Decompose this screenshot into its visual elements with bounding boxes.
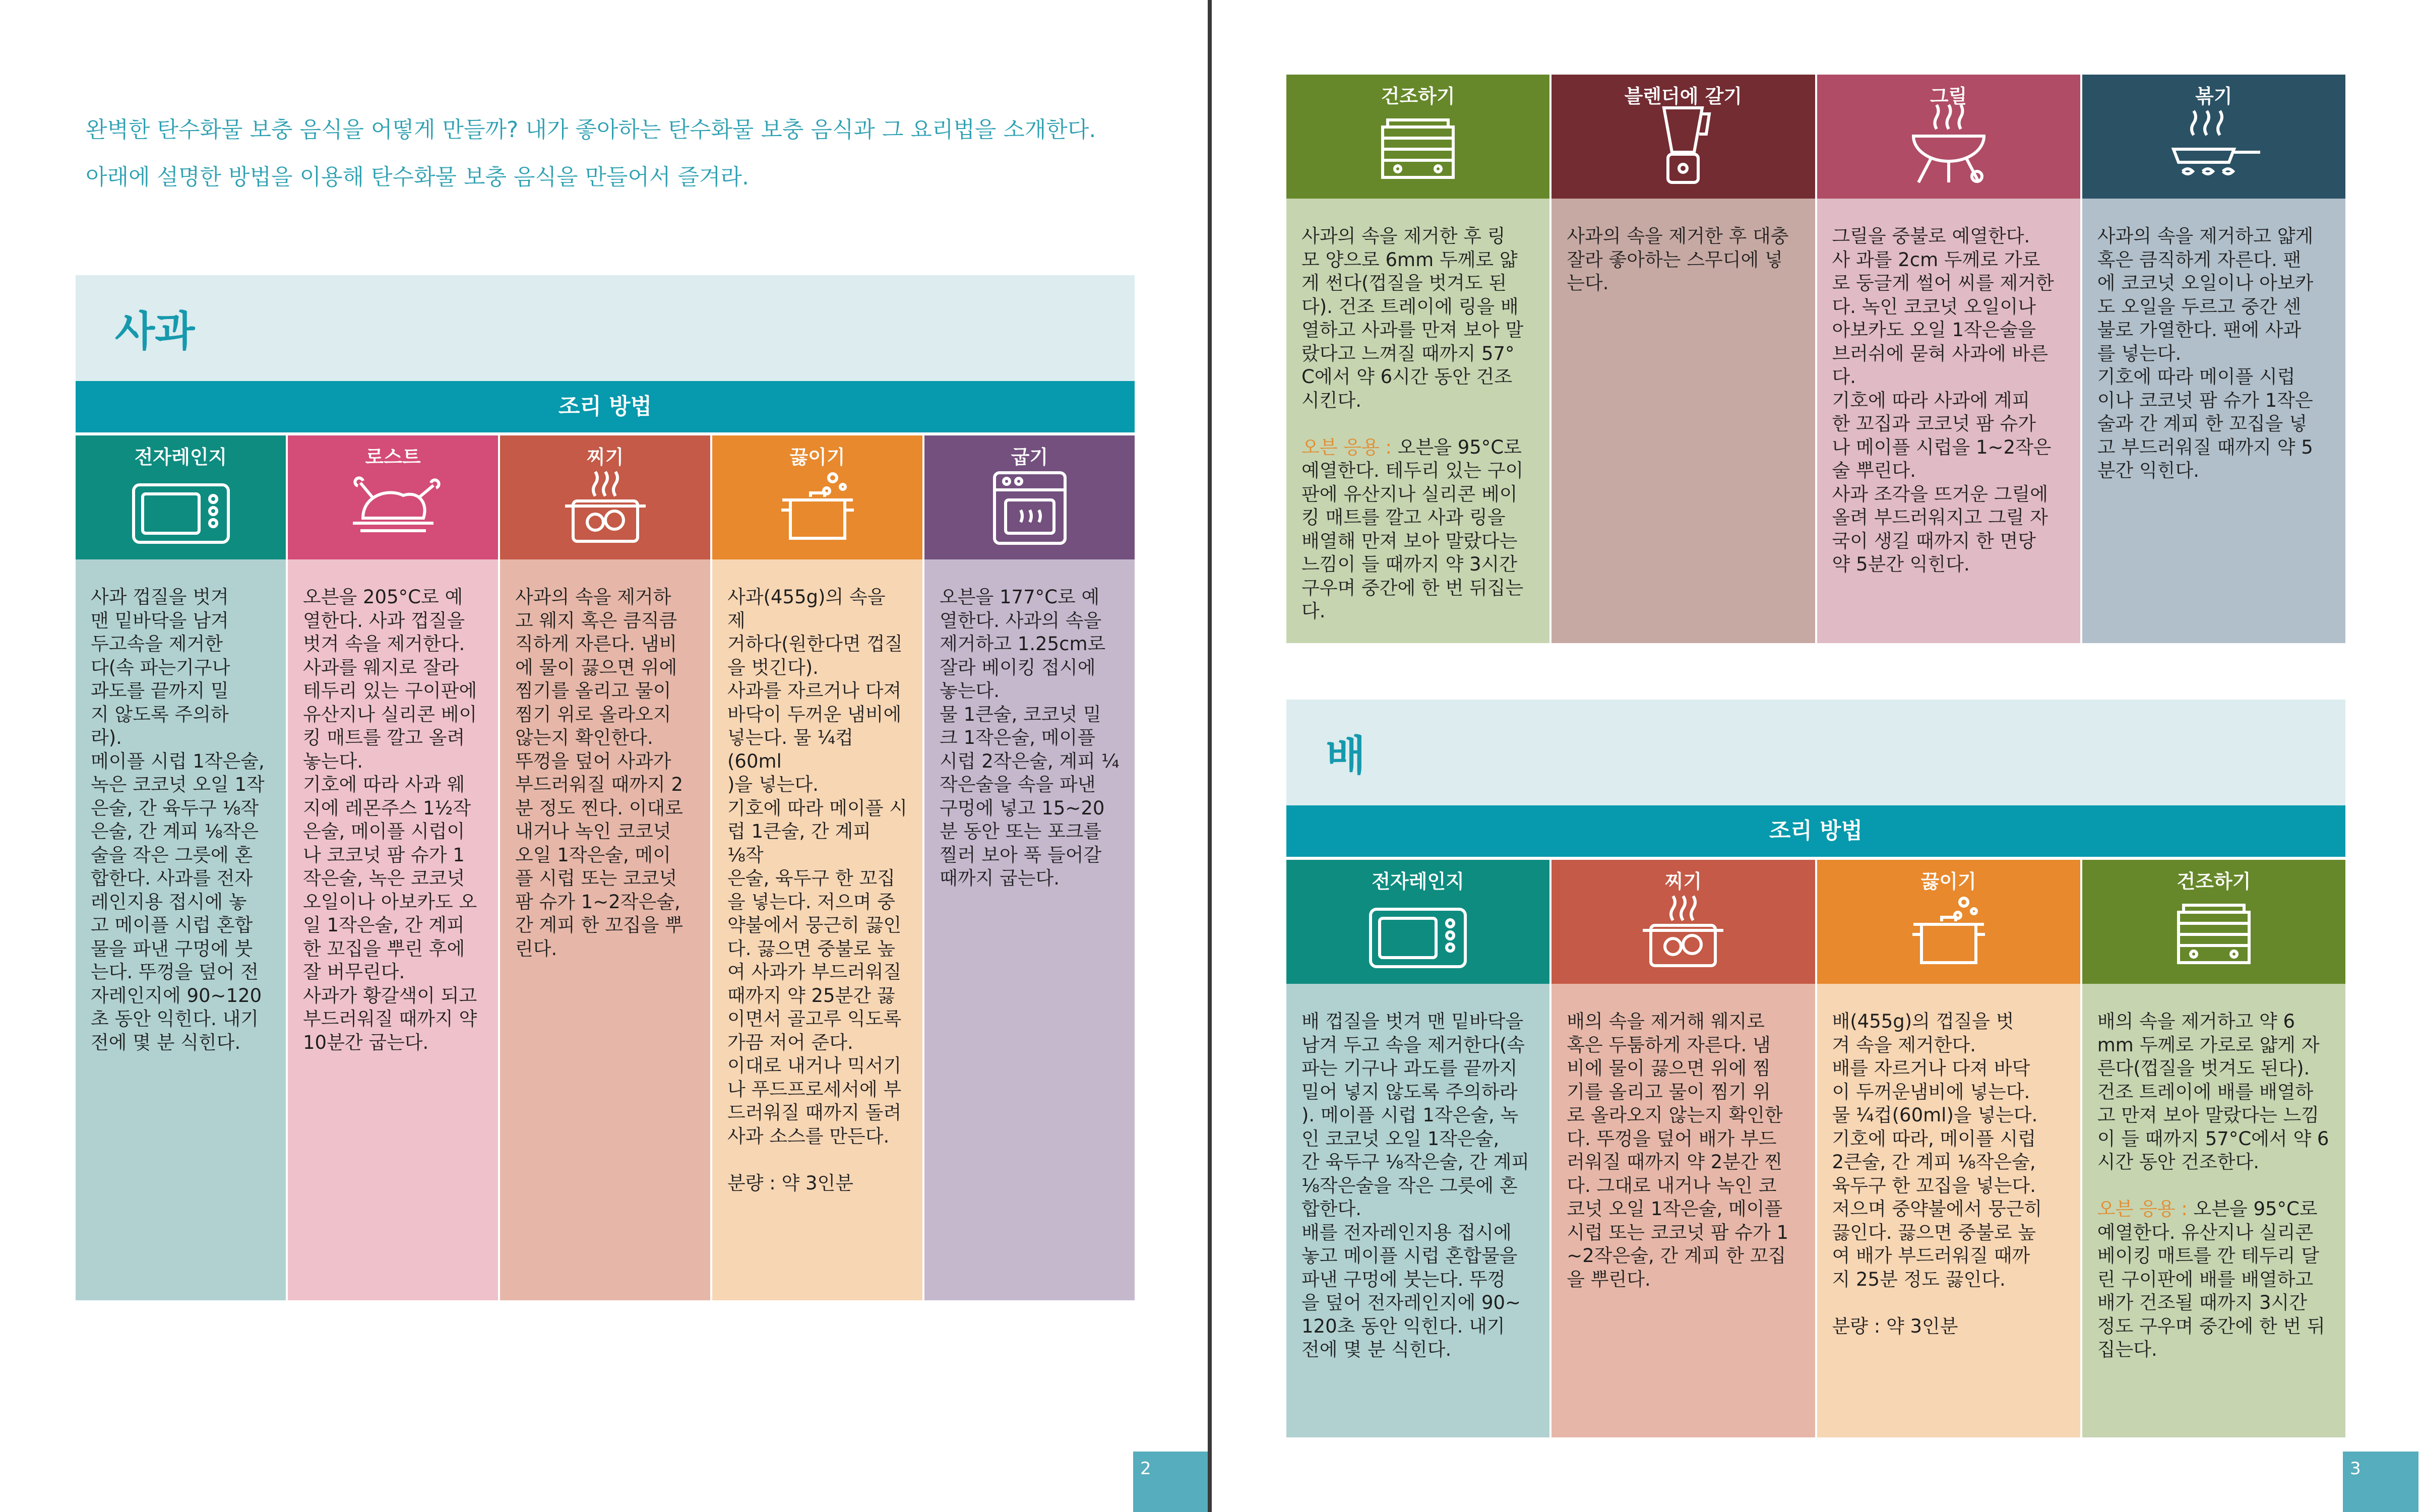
method-header [2082,75,2345,199]
instruction-text: 사과의 속을 제거하고 얇게 혹은 큼직하게 자른다. 팬 에 코코넛 오일이나 아보카 도 오일을 두르고 중간 센 불로 가열한다. 팬에 사과 를 넣는다. 기호에 따라 메이플 시럽 이나 코코넛 팜 슈가 1작은 술과 간 계피 한 꼬집을 넣 고 부드러워질 때까지 약 5 분간 익힌다. [2097,225,2314,481]
method-column [924,435,1135,1300]
roast-chicken-icon [343,468,444,550]
oven-variant-label: 오븐 응용 : [1301,436,1398,458]
method-title: 끓이기 [1920,870,1976,893]
method-title: 찌기 [1664,870,1702,893]
microwave-icon [1368,902,1468,975]
apple-section-header [76,275,1135,381]
oven-variant-text: 오븐을 95°C로 예열한다. 테두리 있는 구이 판에 유산지나 실리콘 베이 킹 매트를 깔고 사과 링을 배열해 만져 보아 말랐다는 느낌이 들 때까지 약 3시간 구우며 중간에 한 번 뒤집는 다. [1301,436,1524,622]
method-header [76,435,286,559]
method-header [288,435,498,559]
method-title: 굽기 [1011,446,1048,468]
method-column [76,435,286,1300]
method-column [1817,860,2080,1437]
apple-method-bar: 조리 방법 [76,381,1135,432]
method-header [924,435,1135,559]
method-instructions [2082,199,2345,643]
steamer-pot-icon [1633,892,1733,975]
pear-section [1286,700,2345,1439]
method-title: 끓이기 [789,446,845,468]
frying-pan-icon [2163,107,2264,190]
method-instructions [712,559,922,1300]
grill-icon [1903,102,1994,190]
method-column [712,435,922,1300]
method-header [1551,860,1815,984]
method-header [1286,75,1549,199]
instruction-text: 사과의 속을 제거한 후 링 모 양으로 6mm 두께로 얇 게 썬다(껍질을 벗겨도 된 다). 건조 트레이에 링을 배 열하고 사과를 만져 보아 말 랐다고 느껴질 때까지 57° C에서 약 6시간 동안 건조 시킨다. [1301,225,1524,411]
instruction-text: 사과의 속을 제거한 후 대충 잘라 좋아하는 스무디에 넣 는다. [1567,225,1789,294]
apple-section [76,275,1135,1369]
method-header [1817,75,2080,199]
method-header [1817,860,2080,984]
method-instructions [924,559,1135,1300]
pear-title: 배 [1326,732,1366,780]
book-spine [1208,0,1212,1512]
method-column [1551,860,1815,1437]
page-number-right: 3 [2343,1452,2418,1512]
intro-line-2: 아래에 설명한 방법을 이용해 탄수화물 보충 음식을 만들어서 즐겨라. [86,164,749,190]
method-instructions [1817,984,2080,1437]
apple-continued-section [1286,75,2345,648]
method-instructions [1286,984,1549,1437]
instruction-text: 사과의 속을 제거하 고 웨지 혹은 큼직큼 직하게 자른다. 냄비 에 물이 끓으면 위에 찜기를 올리고 물이 찜기 위로 올라오지 않는지 확인한다. 뚜껑을 덮어 사과가 부드러워질 때까지 2 분 정도 찐다. 이대로 내거나 녹인 코코넛 오일 1작은술, 메이 플 시럽 또는 코코넛 팜 슈가 1~2작은술, 간 계피 한 꼬집을 뿌 린다. [515,586,683,960]
apple-title: 사과 [115,307,195,356]
method-column [500,435,710,1300]
steamer-pot-icon [555,468,656,550]
instruction-text: 오븐을 177°C로 예 열한다. 사과의 속을 제거하고 1.25cm로 잘라 베이킹 접시에 놓는다. 물 1큰술, 코코넛 밀 크 1작은술, 메이플 시럽 2작은술, 계피 ¼ 작은술을 속을 파낸 구멍에 넣고 15~20 분 동안 또는 포크를 찔러 보아 푹 들어갈 때까지 굽는다. [940,586,1120,889]
method-title: 건조하기 [1381,85,1455,107]
dehydrator-icon [1368,112,1468,190]
left-page [0,0,1208,1512]
instruction-text: 사과(455g)의 속을 제 거하다(원한다면 껍질 을 벗긴다). 사과를 자르거나 다져 바닥이 두꺼운 냄비에 넣는다. 물 ¼컵(60ml )을 넣는다. 기호에 따라 메이플 시 럽 1큰술, 간 계피 ⅛작 은술, 육두구 한 꼬집 을 넣는다. 저으며 중 약불에서 뭉근히 끓인 다. 끓으면 중불로 높 여 사과가 부드러워질 때까지 약 25분간 끓 이면서 골고루 익도록 가끔 저어 준다. 이대로 내거나 믹서기 나 푸드프로세서에 부 드러워질 때까지 돌려 사과 소스를 만든다. 분량 : 약 3인분 [727,586,907,1194]
boiling-pot-icon [767,468,868,550]
dehydrator-icon [2163,897,2264,975]
instruction-text: 배의 속을 제거해 웨지로 혹은 두툼하게 자른다. 냄 비에 물이 끓으면 위에 찜 기를 올리고 물이 찜기 위 로 올라오지 않는지 확인한 다. 뚜껑을 덮어 배가 부드 러워질 때까지 약 2분간 찐 다. 그대로 내거나 녹인 코 코넛 오일 1작은술, 메이플 시럽 또는 코코넛 팜 슈가 1 ~2작은술, 간 계피 한 꼬집 을 뿌린다. [1567,1011,1789,1290]
blender-icon [1653,102,1713,190]
instruction-text: 배(455g)의 껍질을 벗 겨 속을 제거한다. 배를 자르거나 다져 바닥 이 두꺼운냄비에 넣는다. 물 ¼컵(60ml)을 넣는다. 기호에 따라, 메이플 시럽 2큰술, 간 계피 ⅛작은술, 육두구 한 꼬집을 넣는다. 저으며 중약불에서 뭉근히 끓인다. 끓으면 중불로 높 여 배가 부드러워질 때까 지 25분 정도 끓인다. 분량 : 약 3인분 [1832,1011,2042,1337]
method-title: 블렌더에 갈기 [1624,85,1743,107]
right-page [1212,0,2421,1512]
method-instructions [76,559,286,1300]
method-instructions [1286,199,1549,643]
oven-icon [989,468,1070,550]
method-column [1286,75,1549,643]
method-title: 로스트 [365,446,421,468]
oven-variant-text: 오븐을 95°C로 예열한다. 유산지나 실리콘 베이킹 매트를 깐 테두리 달 린 구이판에 배를 배열하고 배가 건조될 때까지 3시간 정도 구우며 중간에 한 번 뒤 집는다. [2097,1198,2325,1360]
method-title: 전자레인지 [1372,870,1464,893]
method-column [2082,75,2345,643]
method-instructions [1551,984,1815,1437]
pear-method-columns [1286,860,2345,1439]
apple-method-columns [76,435,1135,1369]
apple-method-columns-continued [1286,75,2345,648]
microwave-icon [131,478,231,550]
method-title: 그릴 [1930,85,1967,107]
method-instructions [288,559,498,1300]
method-column [288,435,498,1300]
oven-variant-label: 오븐 응용 : [2097,1198,2194,1220]
method-title: 찌기 [586,446,624,468]
method-column [1551,75,1815,643]
method-header [2082,860,2345,984]
method-header [1551,75,1815,199]
method-instructions [1551,199,1815,643]
method-instructions [500,559,710,1300]
instruction-text: 그릴을 중불로 예열한다. 사 과를 2cm 두께로 가로 로 둥글게 썰어 씨를 제거한 다. 녹인 코코넛 오일이나 아보카도 오일 1작은술을 브러쉬에 묻혀 사과에 바른 다. 기호에 따라 사과에 계피 한 꼬집과 코코넛 팜 슈가 나 메이플 시럽을 1~2작은 술 뿌린다. 사과 조각을 뜨거운 그릴에 올려 부드러워지고 그릴 자 국이 생길 때까지 한 면당 약 5분간 익힌다. [1832,225,2054,575]
method-header [500,435,710,559]
method-column [1286,860,1549,1437]
instruction-text: 배 껍질을 벗겨 맨 밑바닥을 남겨 두고 속을 제거한다(속 파는 기구나 과도를 끝까지 밀어 넣지 않도록 주의하라 ). 메이플 시럽 1작은술, 녹 인 코코넛 오일 1작은술, 간 육두구 ⅛작은술, 간 계피 ⅛작은술을 작은 그릇에 혼 합한다. 배를 전자레인지용 접시에 놓고 메이플 시럽 혼합물을 파낸 구멍에 붓는다. 뚜껑 을 덮어 전자레인지에 90~ 120초 동안 익힌다. 내기 전에 몇 분 식힌다. [1301,1011,1530,1360]
pear-method-bar: 조리 방법 [1286,805,2345,857]
method-column [1817,75,2080,643]
method-title: 전자레인지 [134,446,227,468]
method-title: 볶기 [2195,85,2232,107]
pear-section-header [1286,700,2345,805]
instruction-text: 배의 속을 제거하고 약 6 mm 두께로 가로로 얇게 자 른다(껍질을 벗겨도 된다). 건조 트레이에 배를 배열하 고 만져 보아 말랐다는 느낌 이 들 때까지 57°C에서 약 6 시간 동안 건조한다. [2097,1011,2329,1173]
page-number-left: 2 [1133,1452,1208,1512]
method-instructions [1817,199,2080,643]
method-title: 건조하기 [2177,870,2251,893]
instruction-text: 오븐을 205°C로 예 열한다. 사과 껍질을 벗겨 속을 제거한다. 사과를 웨지로 잘라 테두리 있는 구이판에 유산지나 실리콘 베이 킹 매트를 깔고 올려 놓는다. 기호에 따라 사과 웨 지에 레몬주스 1½작 은술, 메이플 시럽이 나 코코넛 팜 슈가 1 작은술, 녹은 코코넛 오일이나 아보카도 오 일 1작은술, 간 계피 한 꼬집을 뿌린 후에 잘 버무린다. 사과가 황갈색이 되고 부드러워질 때까지 약 10분간 굽는다. [303,586,477,1053]
method-instructions [2082,984,2345,1437]
intro-line-1: 완벽한 탄수화물 보충 음식을 어떻게 만들까? 내가 좋아하는 탄수화물 보충 음식과 그 요리법을 소개한다. [86,117,1096,143]
method-header [1286,860,1549,984]
method-header [712,435,922,559]
method-column [2082,860,2345,1437]
boiling-pot-icon [1898,892,1999,975]
instruction-text: 사과 껍질을 벗겨 맨 밑바닥을 남겨 두고속을 제거한 다(속 파는기구나 과도를 끝까지 밀 지 않도록 주의하 라). 메이플 시럽 1작은술, 녹은 코코넛 오일 1작 은술, 간 육두구 ⅛작 은술, 간 계피 ⅛작은 술을 작은 그릇에 혼 합한다. 사과를 전자 레인지용 접시에 놓 고 메이플 시럽 혼합 물을 파낸 구멍에 붓 는다. 뚜껑을 덮어 전 자레인지에 90~120 초 동안 익힌다. 내기 전에 몇 분 식힌다. [91,586,265,1053]
